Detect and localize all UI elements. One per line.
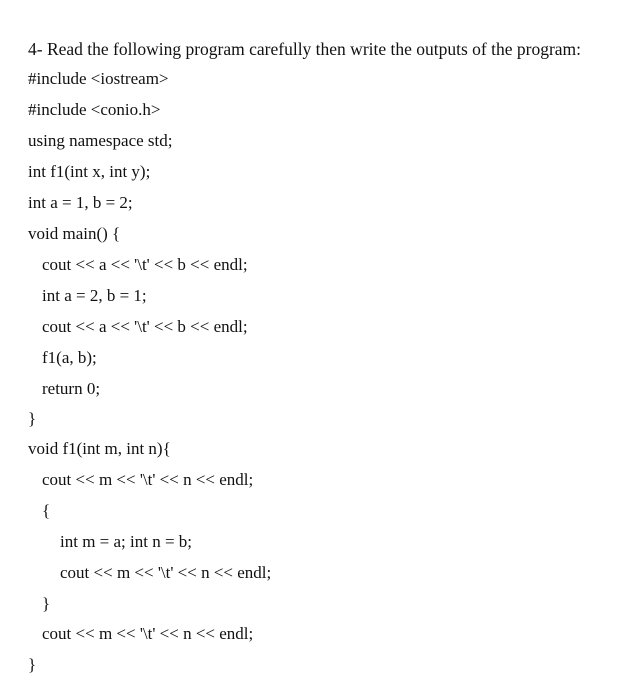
- code-main-close-brace: }: [28, 409, 37, 428]
- code-f1-signature: void f1(int m, int n){: [28, 439, 171, 458]
- code-main-return: return 0;: [42, 379, 101, 398]
- code-block-local-variables: int m = a; int n = b;: [60, 532, 193, 551]
- code-include-iostream: #include <iostream>: [28, 69, 169, 88]
- code-main-cout-2: cout << a << '\t' << b << endl;: [42, 317, 248, 336]
- code-main-local-variables: int a = 2, b = 1;: [42, 286, 147, 305]
- code-using-namespace: using namespace std;: [28, 131, 173, 150]
- code-main-signature: void main() {: [28, 224, 121, 243]
- code-block-cout: cout << m << '\t' << n << endl;: [60, 563, 272, 582]
- code-main-cout-1: cout << a << '\t' << b << endl;: [42, 255, 248, 274]
- code-f1-cout-2: cout << m << '\t' << n << endl;: [42, 624, 254, 643]
- code-main-call-f1: f1(a, b);: [42, 348, 97, 367]
- code-block-close-brace: }: [42, 594, 51, 613]
- code-function-prototype: int f1(int x, int y);: [28, 162, 151, 181]
- code-f1-cout-1: cout << m << '\t' << n << endl;: [42, 470, 254, 489]
- code-include-conio: #include <conio.h>: [28, 100, 161, 119]
- code-block-open-brace: {: [42, 501, 51, 520]
- code-global-variables: int a = 1, b = 2;: [28, 193, 133, 212]
- code-f1-close-brace: }: [28, 655, 37, 674]
- question-heading: 4- Read the following program carefully then write the outputs of the program:: [28, 39, 582, 59]
